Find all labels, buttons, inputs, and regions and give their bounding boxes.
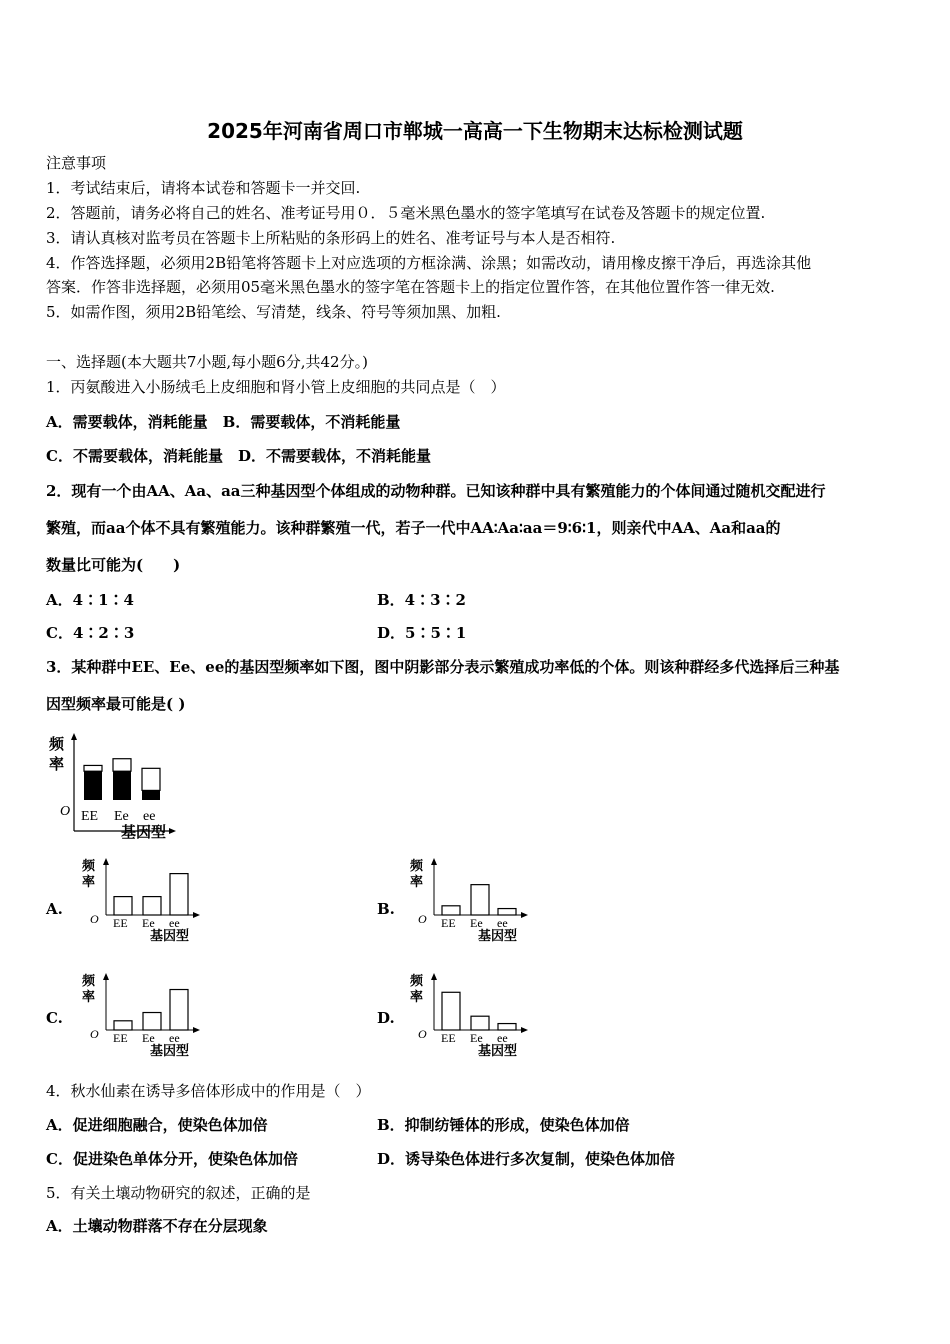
bar [498,909,516,915]
chart-tick-label: ee [143,809,156,824]
chart-xlabel: 基因型 [478,1043,518,1058]
chart-ylabel-top: 频 [410,858,424,873]
q4-option-b: B．抑制纺锤体的形成，使染色体加倍 [377,1116,630,1134]
chart-ylabel-bottom: 率 [82,874,96,889]
q5-option-a: A．土壤动物群落不存在分层现象 [46,1217,268,1235]
chart-xlabel: 基因型 [121,825,167,841]
page-title: 2025年河南省周口市郸城一高高一下生物期末达标检测试题 [207,119,743,143]
chart-tick-label: Ee [114,809,129,824]
y-axis-arrow [431,973,437,980]
q3-option-b: B. [377,900,395,918]
q3-stem-line2: 因型频率最可能是( ) [46,695,186,713]
chart-tick-label: Ee [470,1031,483,1045]
chart-ylabel-bottom: 率 [82,989,96,1004]
q4-option-c: C．促进染色单体分开，使染色体加倍 [46,1150,298,1168]
bar-shaded [113,771,131,800]
bar [170,990,188,1030]
q3-option-d: D. [377,1009,395,1027]
chart-tick-label: Ee [142,916,155,930]
bar-shaded [142,790,160,800]
q4-option-d: D．诱导染色体进行多次复制，使染色体加倍 [377,1150,676,1168]
q4-stem: 4．秋水仙素在诱导多倍体形成中的作用是（ ） [46,1082,371,1100]
q4-option-a: A．促进细胞融合，使染色体加倍 [46,1116,268,1134]
y-axis-arrow [103,858,109,865]
q2-option-c: C．4∶2∶3 [46,624,135,642]
x-axis-arrow [193,1027,200,1033]
chart-origin: O [418,1027,427,1041]
chart-ylabel-bottom: 率 [49,757,65,773]
chart-tick-label: EE [113,916,128,930]
q1-options-ab: A．需要载体，消耗能量 B．需要载体，不消耗能量 [46,413,401,431]
notice-item: 1．考试结束后，请将本试卷和答题卡一并交回. [46,179,361,197]
bar [442,992,460,1030]
q3-option-c: C. [46,1009,63,1027]
x-axis-arrow [193,912,200,918]
chart-xlabel: 基因型 [150,1043,190,1058]
notice-item: 4．作答选择题，必须用2B铅笔将答题卡上对应选项的方框涂满、涂黑；如需改动，请用橡皮擦干净后，再选涂其他 [46,254,812,272]
option-c-chart [78,970,208,1060]
x-axis-arrow [521,912,528,918]
bar-unshaded [84,765,102,771]
x-axis-arrow [169,828,176,834]
bar [498,1024,516,1030]
option-d-chart [406,970,536,1060]
bar-shaded [84,771,102,800]
option-b-chart [406,855,536,945]
bar [170,874,188,915]
chart-ylabel-top: 频 [82,973,96,988]
bar [143,1013,161,1030]
q2-stem-line1: 2．现有一个由AA、Aa、aa三种基因型个体组成的动物种群。已知该种群中具有繁殖能力的个体间通过随机交配进行 [46,482,826,500]
x-axis-arrow [521,1027,528,1033]
chart-origin: O [418,912,427,926]
chart-tick-label: ee [169,916,180,930]
chart-ylabel-top: 频 [49,737,65,753]
q5-stem: 5．有关土壤动物研究的叙述，正确的是 [46,1184,311,1202]
notice-item: 2．答题前，请务必将自己的姓名、准考证号用０．５毫米黑色墨水的签字笔填写在试卷及答题卡的规定位置. [46,204,766,222]
chart-origin: O [90,1027,99,1041]
y-axis-arrow [103,973,109,980]
y-axis-arrow [71,733,77,740]
chart-ylabel-top: 频 [82,858,96,873]
q1-stem: 1．丙氨酸进入小肠绒毛上皮细胞和肾小管上皮细胞的共同点是（ ） [46,378,506,396]
chart-tick-label: Ee [470,916,483,930]
notice-item: 3．请认真核对监考员在答题卡上所粘贴的条形码上的姓名、准考证号与本人是否相符. [46,229,616,247]
chart-origin: O [60,804,71,819]
notice-item: 5．如需作图，须用2B铅笔绘、写清楚，线条、符号等须加黑、加粗. [46,303,501,321]
notice-item: 答案．作答非选择题，必须用05毫米黑色墨水的签字笔在答题卡上的指定位置作答，在其他位置作答一律无效. [46,278,775,296]
chart-origin: O [90,912,99,926]
bar [114,897,132,915]
chart-tick-label: EE [441,1031,456,1045]
y-axis-arrow [431,858,437,865]
q2-stem-line3: 数量比可能为( ) [46,556,181,574]
bar [143,897,161,915]
bar-unshaded [142,768,160,790]
bar [114,1021,132,1030]
bar [471,1016,489,1030]
q3-stem-line1: 3．某种群中EE、Ee、ee的基因型频率如下图，图中阴影部分表示繁殖成功率低的个体。则该种群经多代选择后三种基 [46,658,840,676]
chart-tick-label: EE [113,1031,128,1045]
option-a-chart [78,855,208,945]
chart-xlabel: 基因型 [150,928,190,943]
chart-tick-label: ee [497,1031,508,1045]
notice-heading: 注意事项 [46,154,107,172]
q2-option-a: A．4∶1∶4 [46,591,134,609]
chart-tick-label: ee [169,1031,180,1045]
q2-option-d: D．5∶5∶1 [377,624,467,642]
chart-ylabel-bottom: 率 [410,989,424,1004]
bar-unshaded [113,759,131,771]
chart-tick-label: Ee [142,1031,155,1045]
chart-tick-label: EE [81,809,99,824]
chart-xlabel: 基因型 [478,928,518,943]
chart-tick-label: EE [441,916,456,930]
q1-options-cd: C．不需要载体，消耗能量 D．不需要载体，不消耗能量 [46,447,431,465]
bar [471,885,489,915]
genotype-frequency-chart [44,730,184,842]
chart-tick-label: ee [497,916,508,930]
q2-option-b: B．4∶3∶2 [377,591,466,609]
section-heading: 一、选择题(本大题共7小题,每小题6分,共42分。) [46,353,368,371]
bar [442,906,460,915]
chart-ylabel-top: 频 [410,973,424,988]
q3-option-a: A. [46,900,63,918]
chart-ylabel-bottom: 率 [410,874,424,889]
q2-stem-line2: 繁殖，而aa个体不具有繁殖能力。该种群繁殖一代，若子一代中AA∶Aa∶aa＝9∶6∶1，则亲代中AA、Aa和aa的 [46,519,781,537]
